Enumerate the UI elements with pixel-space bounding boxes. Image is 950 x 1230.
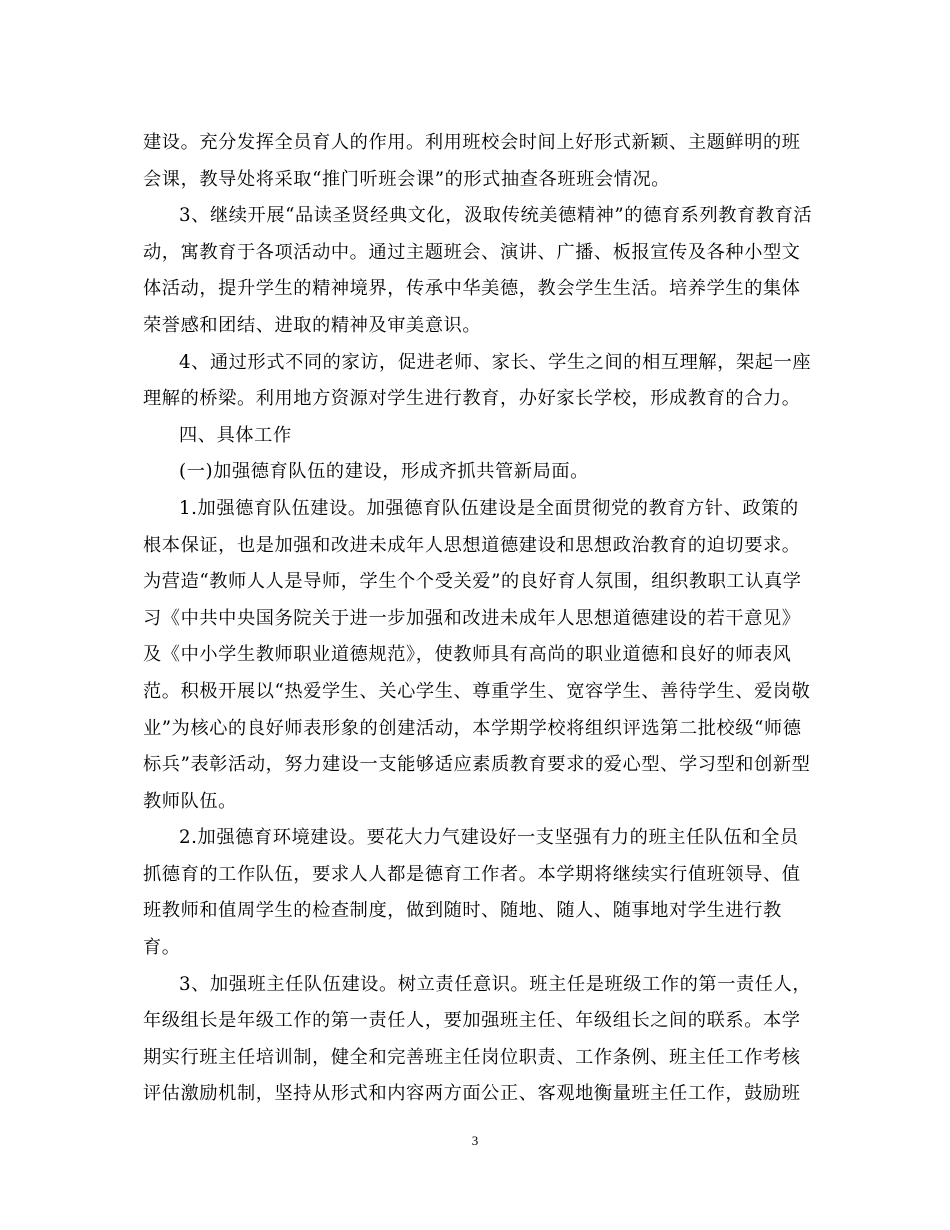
- text-line: 2.加强德育环境建设。要花大力气建设好一支坚强有力的班主任队伍和全员: [179, 827, 799, 849]
- text-line: 标兵”表彰活动，努力建设一支能够适应素质教育要求的爱心型、学习型和创新型: [143, 754, 811, 776]
- text-line: 3、加强班主任队伍建设。树立责任意识。班主任是班级工作的第一责任人，: [179, 973, 812, 995]
- text-line: 及《中小学生教师职业道德规范》，使教师具有高尚的职业道德和良好的师表风: [143, 644, 792, 666]
- text-line: 抓德育的工作队伍，要求人人都是德育工作者。本学期将继续实行值班领导、值: [143, 863, 801, 885]
- text-line: 习《中共中央国务院关于进一步加强和改进未成年人思想道德建设的若干意见》: [143, 607, 801, 629]
- text-line: 业”为核心的良好师表形象的创建活动，本学期学校将组织评选第二批校级“师德: [143, 717, 802, 739]
- text-line: 理解的桥梁。利用地方资源对学生进行教育，办好家长学校，形成教育的合力。: [143, 388, 801, 410]
- text-line: (一)加强德育队伍的建设，形成齐抓共管新局面。: [179, 461, 589, 483]
- text-line: 育。: [143, 937, 181, 959]
- text-line: 建设。充分发挥全员育人的作用。利用班校会时间上好形式新颖、主题鲜明的班: [143, 132, 801, 153]
- text-line: 年级组长是年级工作的第一责任人，要加强班主任、年级组长之间的联系。本学: [143, 1010, 801, 1032]
- text-line: 评估激励机制，坚持从形式和内容两方面公正、客观地衡量班主任工作，鼓励班: [143, 1083, 801, 1105]
- text-line: 3、继续开展“品读圣贤经典文化，汲取传统美德精神”的德育系列教育教育活: [179, 205, 813, 227]
- text-line: 4、通过形式不同的家访，促进老师、家长、学生之间的相互理解，架起一座: [179, 351, 812, 373]
- text-line: 期实行班主任培训制，健全和完善班主任岗位职责、工作条例、班主任工作考核: [143, 1046, 801, 1068]
- text-line: 动，寓教育于各项活动中。通过主题班会、演讲、广播、板报宣传及各种小型文: [143, 241, 801, 263]
- text-line: 会课，教导处将采取“推门听班会课”的形式抽查各班班会情况。: [143, 168, 671, 190]
- text-line: 班教师和值周学生的检查制度，做到随时、随地、随人、随事地对学生进行教: [143, 900, 782, 922]
- text-line: 1.加强德育队伍建设。加强德育队伍建设是全面贯彻党的教育方针、政策的: [179, 497, 799, 519]
- document-body: [143, 125, 813, 1113]
- text-line: 荣誉感和团结、进取的精神及审美意识。: [143, 314, 482, 336]
- text-line: 范。积极开展以“热爱学生、关心学生、尊重学生、宽容学生、善待学生、爱岗敬: [143, 680, 811, 702]
- text-line: 四、具体工作: [179, 424, 292, 446]
- page-number: 3: [471, 1133, 479, 1148]
- text-line: 根本保证，也是加强和改进未成年人思想道德建设和思想政治教育的迫切要求。: [143, 534, 801, 556]
- text-line: 教师队伍。: [143, 790, 237, 812]
- text-line: 体活动，提升学生的精神境界，传承中华美德，教会学生生活。培养学生的集体: [143, 278, 801, 300]
- text-line: 为营造“教师人人是导师，学生个个受关爱”的良好育人氛围，组织教职工认真学: [143, 571, 802, 593]
